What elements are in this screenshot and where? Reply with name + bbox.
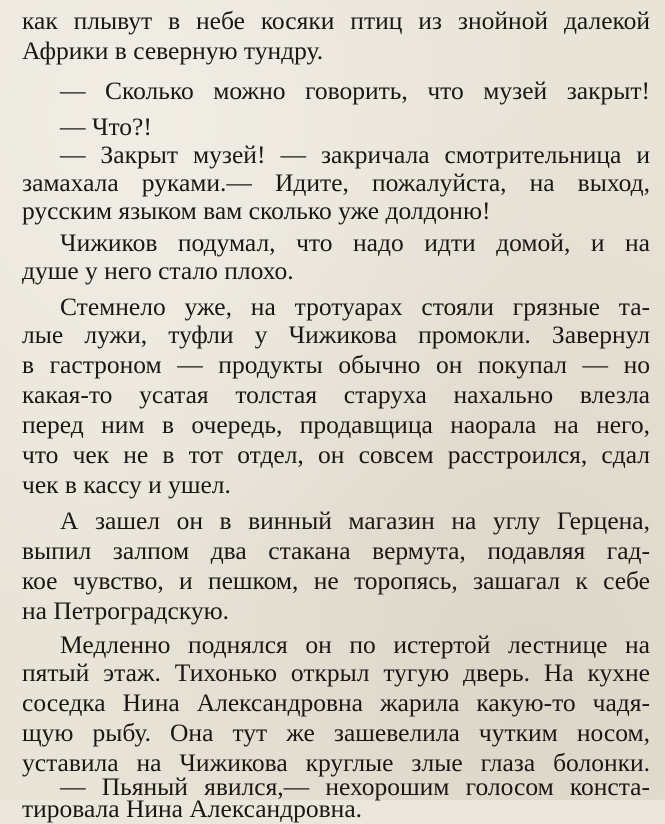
text-line-8: Чижиков подумал, что надо идти домой, и на <box>60 228 650 257</box>
text-line-17: А зашел он в винный магазин на углу Герцена, <box>60 506 650 535</box>
text-line-2: Африки в северную тундру. <box>22 36 324 65</box>
text-line-13: какая-то усатая толстая старуха нахально влезла <box>22 380 650 409</box>
text-line-15: что чек не в тот отдел, он совсем расстроился, сдал <box>22 440 650 469</box>
text-line-18: выпил залпом два стакана вермута, подавляя гад- <box>22 536 650 565</box>
text-line-5: — Закрыт музей! — закричала смотрительница и <box>60 140 650 169</box>
text-line-4: — Что?! <box>60 112 152 141</box>
text-line-12: в гастроном — продукты обычно он покупал — но <box>22 350 650 379</box>
text-line-14: перед ним в очередь, продавщица наорала на него, <box>22 410 650 439</box>
text-line-9: душе у него стало плохо. <box>22 256 294 285</box>
text-line-20: на Петроградскую. <box>22 596 230 625</box>
text-line-7: русским языком вам сколько уже долдоню! <box>22 196 491 225</box>
text-line-6: замахала руками.— Идите, пожалуйста, на выход, <box>22 168 650 197</box>
text-line-10: Стемнело уже, на тротуарах стояли грязные та- <box>60 292 650 321</box>
text-line-11: лые лужи, туфли у Чижикова промокли. Завернул <box>22 320 650 349</box>
text-line-26: — Пьяный явился,— нехорошим голосом конста- <box>60 772 650 801</box>
text-line-21: Медленно поднялся он по истертой лестнице на <box>60 630 650 659</box>
text-line-3: — Сколько можно говорить, что музей закрыт! <box>60 76 650 105</box>
text-line-25: уставила на Чижикова круглые злые глаза болонки. <box>22 748 650 777</box>
text-line-16: чек в кассу и ушел. <box>22 470 231 499</box>
text-line-23: соседка Нина Александровна жарила какую-то чадя- <box>22 688 650 717</box>
text-line-24: щую рыбу. Она тут же зашевелила чутким носом, <box>22 718 650 747</box>
text-line-1: как плывут в небе косяки птиц из знойной далекой <box>22 6 650 35</box>
text-line-19: кое чувство, и пешком, не торопясь, зашагал к себе <box>22 566 650 595</box>
text-line-27: тировала Нина Александровна. <box>22 794 363 823</box>
text-line-22: пятый этаж. Тихонько открыл тугую дверь. На кухне <box>22 658 650 687</box>
